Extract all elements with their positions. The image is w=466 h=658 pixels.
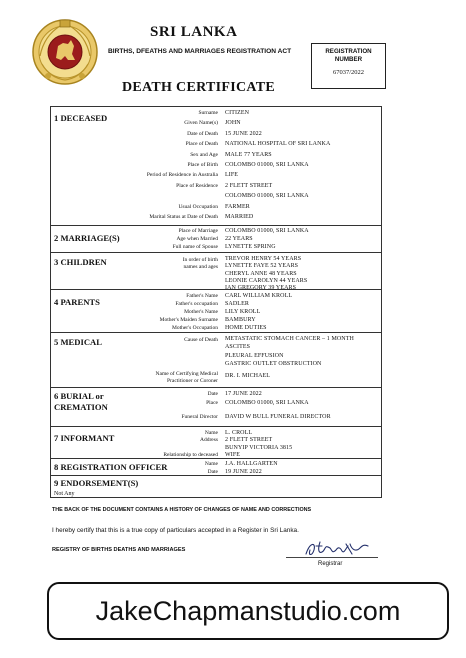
certifier-label-line2: Practitioner or Coroner	[166, 378, 218, 384]
field-label: Address	[199, 437, 218, 444]
field-value: COLOMBO 01000, SRI LANKA	[225, 399, 309, 406]
section-informant	[51, 426, 381, 458]
field-value: LEONIE CAROLYN 44 YEARS	[225, 277, 308, 284]
section-title: 8 REGISTRATION OFFICER	[54, 462, 168, 472]
registry-name: REGISTRY OF BIRTHS DEATHS AND MARRIAGES	[52, 547, 186, 553]
field-value: NATIONAL HOSPITAL OF SRI LANKA	[225, 141, 331, 148]
signature-line	[286, 557, 378, 558]
field-label: Relationship to deceased	[163, 451, 218, 458]
registrar-label: Registrar	[318, 561, 343, 567]
field-value: TREVOR HENRY 54 YEARS	[225, 256, 302, 262]
back-of-document-note: THE BACK OF THE DOCUMENT CONTAINS A HISTORY OF CHANGES OF NAME AND CORRECTIONS	[52, 507, 312, 513]
field-value: CHERYL ANNE 48 YEARS	[225, 270, 297, 277]
field-value: L. CROLL	[225, 430, 253, 436]
registration-number-value: 67037/2022	[332, 69, 365, 76]
field-label: Father's Name	[186, 293, 218, 299]
field-label: Name	[204, 430, 218, 436]
field-value: 15 JUNE 2022	[225, 130, 262, 137]
field-label: Place of Birth	[187, 162, 218, 168]
field-label: Age when Married	[176, 236, 218, 243]
field-value: IAN GREGORY 39 YEARS	[225, 285, 297, 292]
section-title: 4 PARENTS	[54, 297, 100, 307]
section-title: 2 MARRIAGE(S)	[54, 233, 120, 243]
field-value: LIFE	[225, 172, 239, 179]
registration-number-box	[311, 43, 386, 89]
field-label: Period of Residence in Australia	[146, 172, 218, 179]
field-value: JOHN	[225, 120, 241, 127]
field-value: MALE 77 YEARS	[225, 151, 272, 158]
field-value: LYNETTE SPRING	[225, 244, 276, 251]
field-value: BAMBURY	[225, 317, 256, 324]
field-value: SADLER	[225, 301, 249, 308]
certifier-label-line1: Name of Certifying Medical	[155, 371, 218, 377]
field-value: MARRIED	[225, 214, 254, 220]
registration-number-label: NUMBER	[334, 56, 363, 63]
field-label: Place	[206, 399, 218, 406]
field-label: Place of Marriage	[178, 228, 218, 234]
section-endorsement	[51, 475, 381, 498]
field-label: Place of Death	[185, 141, 218, 148]
section-parents	[51, 289, 381, 332]
field-value: 2 FLETT STREET	[225, 437, 273, 444]
field-value: LYNETTE FAYE 52 YEARS	[225, 263, 299, 270]
field-value: 2 FLETT STREET	[225, 182, 273, 189]
certifier-value: DR. I. MICHAEL	[225, 373, 271, 379]
field-value: GASTRIC OUTLET OBSTRUCTION	[225, 361, 322, 368]
field-value: CARL WILLIAM KROLL	[225, 293, 293, 299]
field-label: Date	[207, 468, 218, 475]
field-value: COLOMBO 01000, SRI LANKA	[225, 228, 309, 234]
sri-lanka-emblem-seal	[30, 16, 100, 86]
field-label: Mother's Maiden Surname	[159, 317, 218, 324]
section-title: 5 MEDICAL	[54, 337, 102, 347]
field-label: Date	[207, 391, 218, 397]
field-label: Surname	[198, 110, 218, 116]
registration-act-title: BIRTHS, DFEATHS AND MARRIAGES REGISTRATION ACT	[108, 48, 292, 55]
field-value: CITIZEN	[225, 110, 250, 116]
document-title: DEATH CERTIFICATE	[122, 80, 276, 95]
field-value: COLOMBO 01000, SRI LANKA	[225, 193, 309, 200]
cause-of-death-label: Cause of Death	[184, 337, 218, 343]
section-medical	[51, 332, 381, 369]
certificate-form	[50, 106, 382, 498]
registration-label: REGISTRATION	[325, 48, 372, 55]
field-label: Marital Status at Date of Death	[149, 214, 218, 220]
children-label-line1: In order of birth	[182, 257, 218, 263]
field-value: WIFE	[225, 451, 241, 458]
field-value: FARMER	[225, 203, 250, 210]
section-title: 3 CHILDREN	[54, 257, 107, 267]
section-title: 7 INFORMANT	[54, 433, 115, 443]
field-value: 22 YEARS	[225, 236, 253, 243]
section-title-line1: 6 BURIAL or	[54, 391, 104, 401]
field-label: Full name of Spouse	[172, 244, 218, 251]
section-medical-certifier	[51, 369, 381, 387]
field-label: Name	[204, 461, 218, 467]
watermark-banner	[47, 582, 449, 640]
field-label: Mother's Name	[184, 309, 218, 316]
funeral-director-label: Funeral Director	[181, 414, 218, 420]
field-value: COLOMBO 01000, SRI LANKA	[225, 162, 309, 168]
section-burial	[51, 387, 381, 426]
section-title: 9 ENDORSEMENT(S)	[54, 478, 139, 488]
field-label: Place of Residence	[176, 182, 218, 189]
endorsement-value: Not Any	[54, 491, 75, 497]
section-deceased	[51, 107, 381, 225]
field-value: 17 JUNE 2022	[225, 391, 262, 397]
field-value: METASTATIC STOMACH CANCER – 1 MONTH	[225, 336, 354, 342]
children-label-line2: names and ages	[183, 264, 218, 270]
section-children	[51, 252, 381, 292]
section-marriage	[51, 225, 381, 252]
field-value: ASCITES	[225, 344, 251, 351]
country-title: SRI LANKA	[150, 24, 238, 40]
funeral-director-value: DAVID W BULL FUNERAL DIRECTOR	[225, 414, 331, 420]
field-value: J.A. HALLGARTEN	[225, 461, 278, 467]
field-label: Usual Occupation	[178, 203, 218, 210]
section-title-line2: CREMATION	[54, 402, 108, 412]
certification-statement: I hereby certify that this is a true copy of particulars accepted in a Register in Sri Lanka.	[52, 527, 299, 534]
field-label: Given Name(s)	[184, 120, 218, 127]
watermark-text: JakeChapmanstudio.com	[95, 595, 401, 626]
section-registration	[51, 458, 381, 475]
field-label: Sex and Age	[190, 151, 218, 158]
field-value: LILY KROLL	[225, 309, 261, 316]
field-label: Father's occupation	[175, 301, 218, 308]
field-value: 19 JUNE 2022	[225, 468, 262, 475]
field-label: Mother's Occupation	[171, 325, 218, 332]
section-title: 1 DECEASED	[54, 113, 108, 123]
field-value: HOME DUTIES	[225, 325, 267, 332]
field-value: BUNYIP VICTORIA 3815	[225, 444, 293, 451]
field-label: Date of Death	[187, 130, 218, 137]
field-value: PLEURAL EFFUSION	[225, 352, 284, 359]
